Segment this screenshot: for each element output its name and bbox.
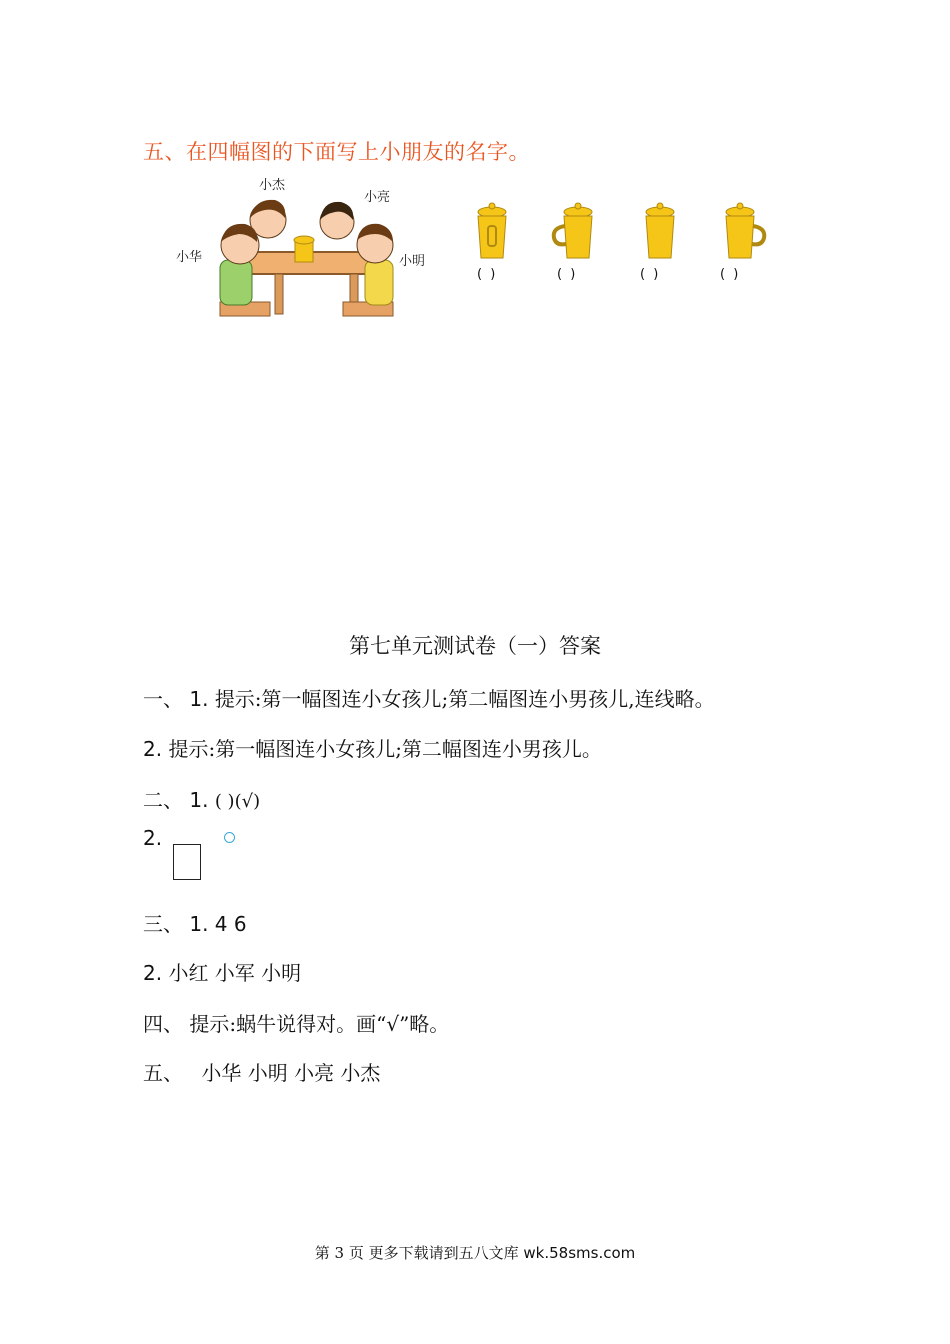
answer-text: 提示:第一幅图连小女孩儿;第二幅图连小男孩儿。: [168, 737, 602, 761]
answer-line-5: 三、 1. 4 6: [143, 912, 247, 936]
cup-icon: [726, 203, 764, 258]
answer-text: 小红 小军 小明: [168, 961, 302, 985]
answer-line-7: [143, 1008, 449, 1037]
four-cups-images: [470, 200, 780, 270]
children-at-table-illustration: [215, 190, 420, 320]
circle-shape: [224, 832, 235, 843]
answer-text: 小华 小明 小亮 小杰: [201, 1061, 381, 1085]
answer-blank-2[interactable]: ( ): [557, 267, 578, 282]
answer-text: ( )(√): [214, 791, 261, 812]
square-shape: [173, 844, 201, 880]
answer-line-6: [143, 957, 301, 986]
name-label-top-left: 小杰: [259, 178, 286, 193]
answer-prefix: 2.: [143, 961, 163, 985]
name-label-right: 小明: [399, 254, 426, 269]
answer-prefix: 一、 1.: [143, 687, 209, 711]
answer-line-8: [143, 1057, 380, 1086]
answer-text: 提示:第一幅图连小女孩儿;第二幅图连小男孩儿,连线略。: [214, 687, 715, 711]
answer-text: 提示:蜗牛说得对。画“√”略。: [189, 1012, 450, 1036]
answer-line-4: 2.: [143, 826, 163, 850]
name-label-left: 小华: [176, 250, 203, 265]
answer-blank-3[interactable]: ( ): [640, 267, 661, 282]
cup-icon: [554, 203, 592, 258]
name-label-top-right: 小亮: [364, 190, 391, 205]
answer-line-2: [143, 733, 602, 762]
answer-prefix: 二、 1.: [143, 788, 209, 812]
cup-icon: [478, 203, 506, 258]
answer-key-title: 第七单元测试卷（一）答案: [349, 634, 601, 658]
page-footer: [0, 1242, 950, 1263]
cup-icon: [646, 203, 674, 258]
answer-blank-4[interactable]: ( ): [720, 267, 741, 282]
answer-line-3: [143, 784, 260, 813]
answer-line-1: [143, 683, 715, 712]
answer-prefix: 2.: [143, 737, 163, 761]
footer-page-text: 第 3 页 更多下载请到五八文库: [314, 1244, 519, 1262]
answer-prefix: 五、: [143, 1061, 183, 1085]
answer-prefix: 四、: [143, 1012, 183, 1036]
question-5-title: 五、在四幅图的下面写上小朋友的名字。: [143, 140, 530, 164]
footer-site-link[interactable]: wk.58sms.com: [523, 1244, 636, 1262]
answer-blank-1[interactable]: ( ): [477, 267, 498, 282]
